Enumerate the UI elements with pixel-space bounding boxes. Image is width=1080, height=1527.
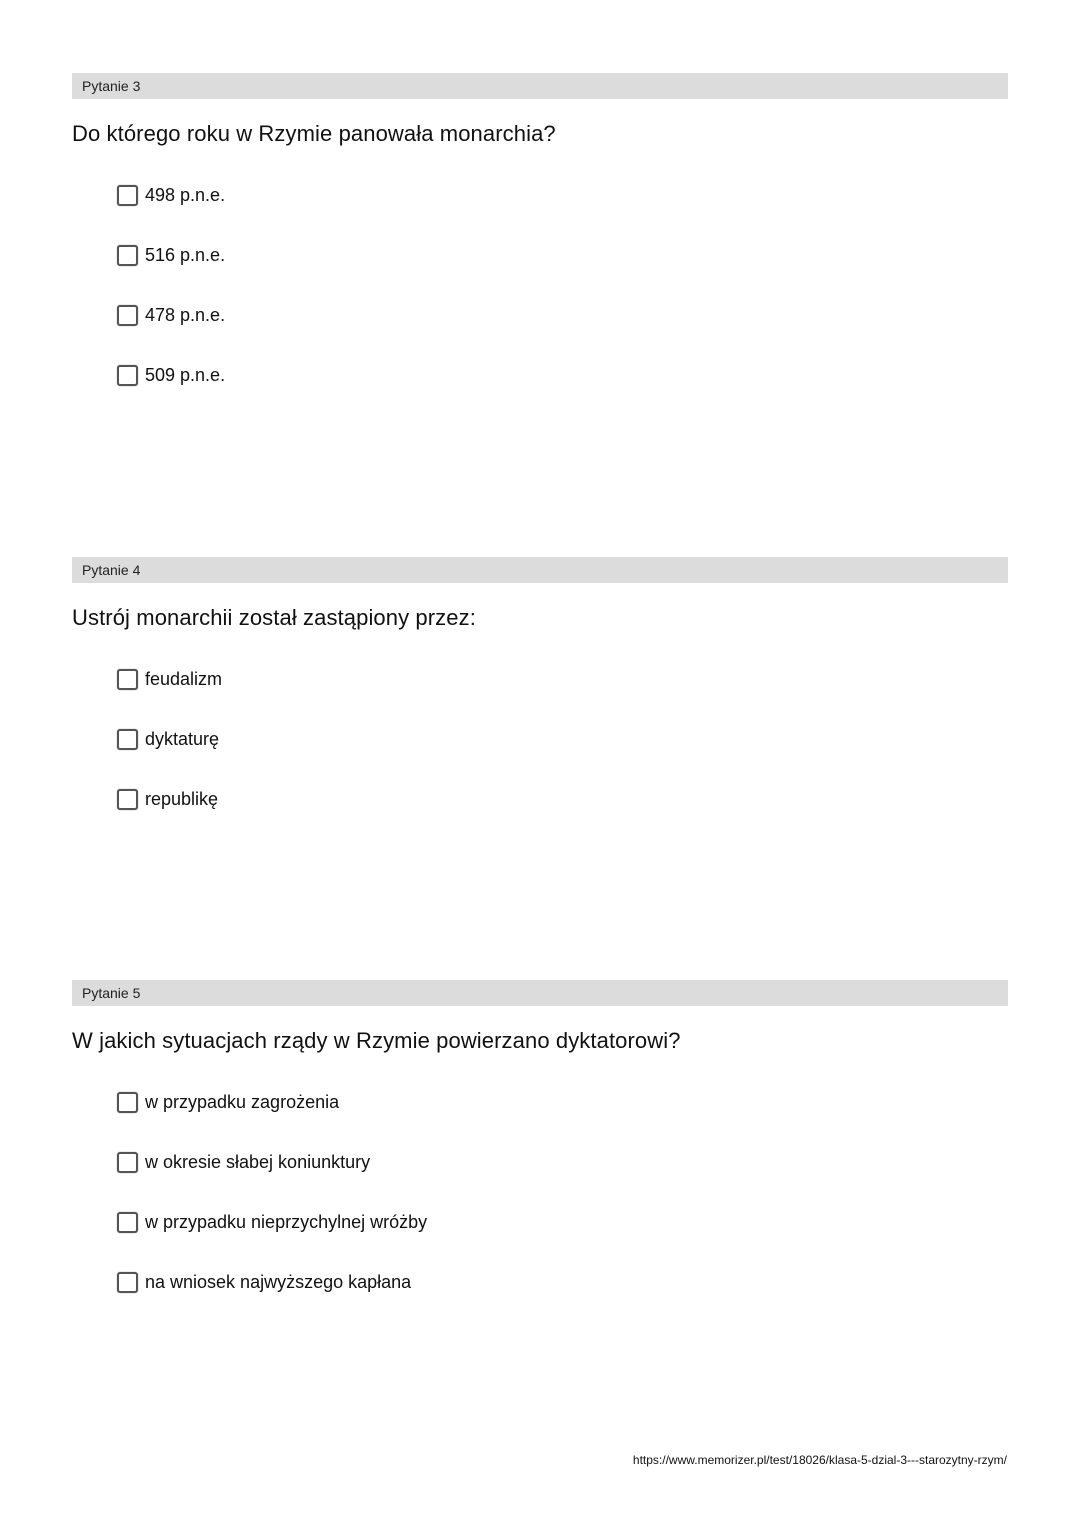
checkbox-icon[interactable]	[117, 245, 138, 266]
checkbox-icon[interactable]	[117, 729, 138, 750]
answer-option[interactable]	[117, 666, 1008, 692]
answer-option[interactable]	[117, 302, 1008, 328]
answer-label: 509 p.n.e.	[145, 365, 226, 385]
answer-label: 498 p.n.e.	[145, 185, 226, 205]
answer-option[interactable]	[117, 1149, 1008, 1175]
question-3	[72, 73, 1008, 422]
answer-option[interactable]	[117, 1269, 1008, 1295]
question-title: W jakich sytuacjach rządy w Rzymie powierzano dyktatorowi?	[72, 1028, 681, 1053]
question-5	[72, 980, 1008, 1329]
answer-label: republikę	[145, 789, 219, 809]
answer-list	[72, 1089, 1008, 1295]
checkbox-icon[interactable]	[117, 365, 138, 386]
question-header: Pytanie 4	[72, 557, 1008, 583]
checkbox-icon[interactable]	[117, 305, 138, 326]
answer-option[interactable]	[117, 786, 1008, 812]
answer-option[interactable]	[117, 362, 1008, 388]
answer-list	[72, 182, 1008, 388]
checkbox-icon[interactable]	[117, 1272, 138, 1293]
answer-label: na wniosek najwyższego kapłana	[145, 1272, 412, 1292]
answer-option[interactable]	[117, 1209, 1008, 1235]
answer-option[interactable]	[117, 726, 1008, 752]
answer-label: 478 p.n.e.	[145, 305, 226, 325]
answer-label: feudalizm	[145, 669, 223, 689]
answer-label: 516 p.n.e.	[145, 245, 226, 265]
checkbox-icon[interactable]	[117, 1212, 138, 1233]
checkbox-icon[interactable]	[117, 1152, 138, 1173]
question-header: Pytanie 3	[72, 73, 1008, 99]
answer-option[interactable]	[117, 242, 1008, 268]
question-title: Ustrój monarchii został zastąpiony przez:	[72, 605, 476, 630]
checkbox-icon[interactable]	[117, 789, 138, 810]
answer-label: dyktaturę	[145, 729, 220, 749]
answer-list	[72, 666, 1008, 812]
answer-label: w przypadku nieprzychylnej wróżby	[145, 1212, 428, 1232]
answer-label: w okresie słabej koniunktury	[145, 1152, 371, 1172]
answer-label: w przypadku zagrożenia	[145, 1092, 340, 1112]
answer-option[interactable]	[117, 1089, 1008, 1115]
footer-url: https://www.memorizer.pl/test/18026/klasa-5-dzial-3---starozytny-rzym/	[632, 1453, 1007, 1467]
answer-option[interactable]	[117, 182, 1008, 208]
question-header: Pytanie 5	[72, 980, 1008, 1006]
checkbox-icon[interactable]	[117, 185, 138, 206]
checkbox-icon[interactable]	[117, 1092, 138, 1113]
question-title: Do którego roku w Rzymie panowała monarchia?	[72, 121, 556, 146]
question-4	[72, 557, 1008, 846]
checkbox-icon[interactable]	[117, 669, 138, 690]
